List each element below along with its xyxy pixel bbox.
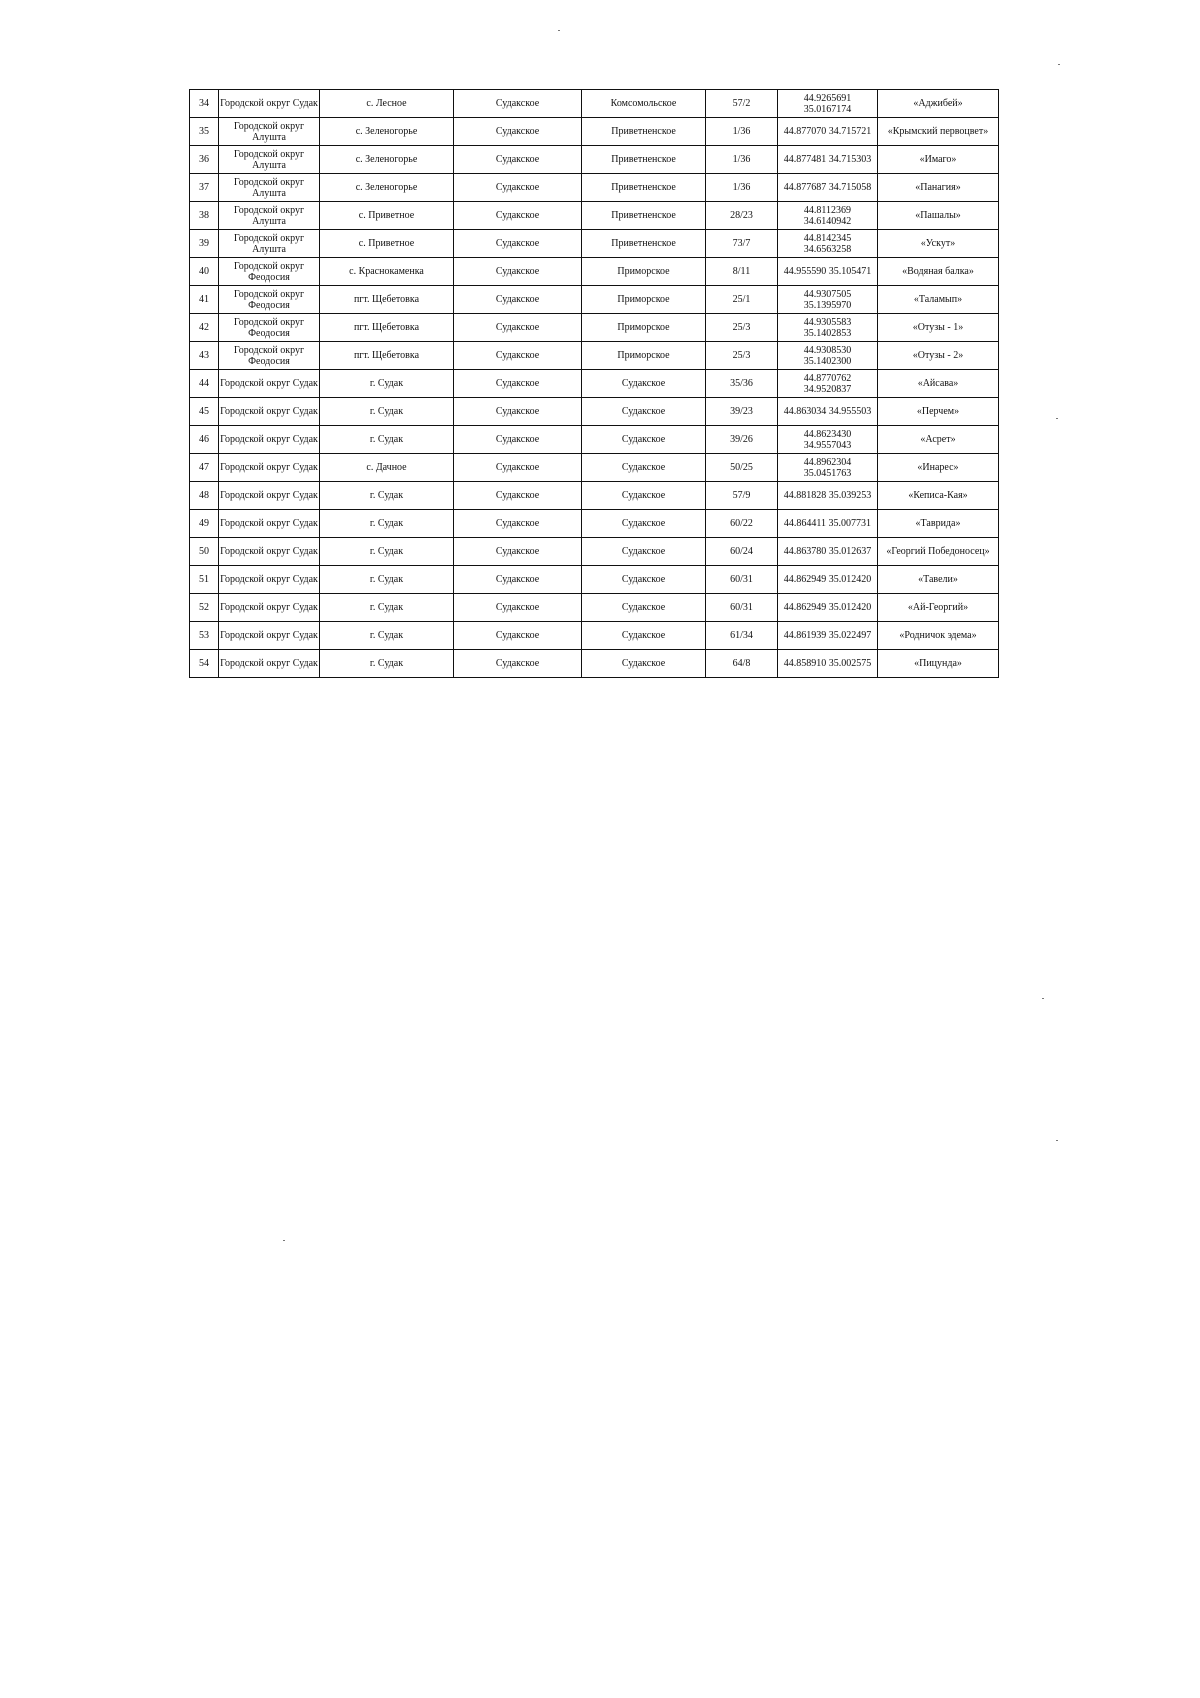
object-name-cell: «Водяная балка» xyxy=(878,258,999,286)
settlement-cell: с. Приветное xyxy=(320,202,454,230)
code-cell: 73/7 xyxy=(706,230,778,258)
region-cell: Судакское xyxy=(454,482,582,510)
region-cell: Судакское xyxy=(454,566,582,594)
code-cell: 8/11 xyxy=(706,258,778,286)
coordinates-cell: 44.9265691 35.0167174 xyxy=(778,90,878,118)
region-cell: Судакское xyxy=(454,230,582,258)
code-cell: 39/23 xyxy=(706,398,778,426)
object-name-cell: «Ай-Георгий» xyxy=(878,594,999,622)
settlement-cell: пгт. Щебетовка xyxy=(320,314,454,342)
row-number: 35 xyxy=(190,118,219,146)
object-name-cell: «Тавели» xyxy=(878,566,999,594)
settlement-cell: с. Зеленогорье xyxy=(320,146,454,174)
area-cell: Судакское xyxy=(582,454,706,482)
coordinates-cell: 44.877070 34.715721 xyxy=(778,118,878,146)
district-cell: Городской округ Феодосия xyxy=(219,286,320,314)
row-number: 45 xyxy=(190,398,219,426)
table-row xyxy=(190,566,999,594)
code-cell: 64/8 xyxy=(706,650,778,678)
settlement-cell: с. Краснокаменка xyxy=(320,258,454,286)
coordinates-cell: 44.862949 35.012420 xyxy=(778,594,878,622)
district-cell: Городской округ Судак xyxy=(219,398,320,426)
object-name-cell: «Отузы - 2» xyxy=(878,342,999,370)
district-cell: Городской округ Феодосия xyxy=(219,342,320,370)
code-cell: 35/36 xyxy=(706,370,778,398)
area-cell: Приветненское xyxy=(582,230,706,258)
coordinates-cell: 44.881828 35.039253 xyxy=(778,482,878,510)
object-name-cell: «Панагия» xyxy=(878,174,999,202)
code-cell: 1/36 xyxy=(706,118,778,146)
district-cell: Городской округ Судак xyxy=(219,90,320,118)
settlement-cell: г. Судак xyxy=(320,538,454,566)
row-number: 54 xyxy=(190,650,219,678)
coordinates-cell: 44.9305583 35.1402853 xyxy=(778,314,878,342)
row-number: 44 xyxy=(190,370,219,398)
settlement-cell: г. Судак xyxy=(320,398,454,426)
region-cell: Судакское xyxy=(454,118,582,146)
region-cell: Судакское xyxy=(454,538,582,566)
region-cell: Судакское xyxy=(454,454,582,482)
row-number: 46 xyxy=(190,426,219,454)
object-name-cell: «Родничок эдема» xyxy=(878,622,999,650)
district-cell: Городской округ Алушта xyxy=(219,174,320,202)
settlement-cell: г. Судак xyxy=(320,510,454,538)
row-number: 53 xyxy=(190,622,219,650)
row-number: 50 xyxy=(190,538,219,566)
table-row xyxy=(190,202,999,230)
settlement-cell: с. Лесное xyxy=(320,90,454,118)
row-number: 39 xyxy=(190,230,219,258)
data-table xyxy=(189,89,999,678)
district-cell: Городской округ Судак xyxy=(219,650,320,678)
region-cell: Судакское xyxy=(454,146,582,174)
table-row xyxy=(190,342,999,370)
table-row xyxy=(190,398,999,426)
row-number: 43 xyxy=(190,342,219,370)
row-number: 51 xyxy=(190,566,219,594)
table-body xyxy=(190,90,999,678)
region-cell: Судакское xyxy=(454,594,582,622)
table-row xyxy=(190,482,999,510)
region-cell: Судакское xyxy=(454,342,582,370)
object-name-cell: «Имаго» xyxy=(878,146,999,174)
area-cell: Судакское xyxy=(582,622,706,650)
object-name-cell: «Таламып» xyxy=(878,286,999,314)
table-row xyxy=(190,90,999,118)
region-cell: Судакское xyxy=(454,258,582,286)
region-cell: Судакское xyxy=(454,286,582,314)
settlement-cell: с. Приветное xyxy=(320,230,454,258)
settlement-cell: г. Судак xyxy=(320,622,454,650)
area-cell: Приветненское xyxy=(582,118,706,146)
coordinates-cell: 44.8962304 35.0451763 xyxy=(778,454,878,482)
code-cell: 57/2 xyxy=(706,90,778,118)
code-cell: 25/3 xyxy=(706,342,778,370)
scan-speck xyxy=(1058,64,1060,65)
district-cell: Городской округ Судак xyxy=(219,622,320,650)
table-row xyxy=(190,174,999,202)
region-cell: Судакское xyxy=(454,314,582,342)
row-number: 40 xyxy=(190,258,219,286)
row-number: 47 xyxy=(190,454,219,482)
district-cell: Городской округ Алушта xyxy=(219,230,320,258)
coordinates-cell: 44.863780 35.012637 xyxy=(778,538,878,566)
settlement-cell: с. Дачное xyxy=(320,454,454,482)
settlement-cell: г. Судак xyxy=(320,426,454,454)
scan-speck xyxy=(558,30,560,31)
area-cell: Приморское xyxy=(582,286,706,314)
table-row xyxy=(190,650,999,678)
region-cell: Судакское xyxy=(454,398,582,426)
row-number: 42 xyxy=(190,314,219,342)
object-name-cell: «Пашалы» xyxy=(878,202,999,230)
table-row xyxy=(190,454,999,482)
object-name-cell: «Асрет» xyxy=(878,426,999,454)
district-cell: Городской округ Алушта xyxy=(219,202,320,230)
row-number: 41 xyxy=(190,286,219,314)
object-name-cell: «Крымский первоцвет» xyxy=(878,118,999,146)
coordinates-cell: 44.877687 34.715058 xyxy=(778,174,878,202)
scan-speck xyxy=(1056,418,1058,419)
object-name-cell: «Аджибей» xyxy=(878,90,999,118)
scan-speck xyxy=(1042,998,1044,999)
region-cell: Судакское xyxy=(454,426,582,454)
table-row xyxy=(190,510,999,538)
coordinates-cell: 44.8770762 34.9520837 xyxy=(778,370,878,398)
area-cell: Приморское xyxy=(582,258,706,286)
area-cell: Судакское xyxy=(582,426,706,454)
settlement-cell: г. Судак xyxy=(320,594,454,622)
code-cell: 60/24 xyxy=(706,538,778,566)
area-cell: Приветненское xyxy=(582,174,706,202)
district-cell: Городской округ Алушта xyxy=(219,146,320,174)
row-number: 48 xyxy=(190,482,219,510)
coordinates-cell: 44.955590 35.105471 xyxy=(778,258,878,286)
code-cell: 28/23 xyxy=(706,202,778,230)
settlement-cell: пгт. Щебетовка xyxy=(320,286,454,314)
district-cell: Городской округ Судак xyxy=(219,482,320,510)
region-cell: Судакское xyxy=(454,622,582,650)
district-cell: Городской округ Судак xyxy=(219,510,320,538)
coordinates-cell: 44.9307505 35.1395970 xyxy=(778,286,878,314)
row-number: 52 xyxy=(190,594,219,622)
area-cell: Комсомольское xyxy=(582,90,706,118)
coordinates-cell: 44.8623430 34.9557043 xyxy=(778,426,878,454)
coordinates-cell: 44.8112369 34.6140942 xyxy=(778,202,878,230)
area-cell: Судакское xyxy=(582,482,706,510)
region-cell: Судакское xyxy=(454,370,582,398)
coordinates-cell: 44.862949 35.012420 xyxy=(778,566,878,594)
region-cell: Судакское xyxy=(454,202,582,230)
table-row xyxy=(190,258,999,286)
district-cell: Городской округ Судак xyxy=(219,370,320,398)
coordinates-cell: 44.861939 35.022497 xyxy=(778,622,878,650)
code-cell: 50/25 xyxy=(706,454,778,482)
area-cell: Судакское xyxy=(582,538,706,566)
scan-speck xyxy=(1056,1140,1058,1141)
code-cell: 57/9 xyxy=(706,482,778,510)
area-cell: Приветненское xyxy=(582,202,706,230)
region-cell: Судакское xyxy=(454,90,582,118)
object-name-cell: «Таврида» xyxy=(878,510,999,538)
table-row xyxy=(190,370,999,398)
object-name-cell: «Айсава» xyxy=(878,370,999,398)
region-cell: Судакское xyxy=(454,510,582,538)
district-cell: Городской округ Судак xyxy=(219,426,320,454)
row-number: 38 xyxy=(190,202,219,230)
area-cell: Судакское xyxy=(582,594,706,622)
code-cell: 25/3 xyxy=(706,314,778,342)
object-name-cell: «Перчем» xyxy=(878,398,999,426)
code-cell: 39/26 xyxy=(706,426,778,454)
region-cell: Судакское xyxy=(454,174,582,202)
area-cell: Приветненское xyxy=(582,146,706,174)
row-number: 37 xyxy=(190,174,219,202)
table-row xyxy=(190,594,999,622)
area-cell: Судакское xyxy=(582,510,706,538)
object-name-cell: «Георгий Победоносец» xyxy=(878,538,999,566)
coordinates-cell: 44.8142345 34.6563258 xyxy=(778,230,878,258)
coordinates-cell: 44.9308530 35.1402300 xyxy=(778,342,878,370)
district-cell: Городской округ Феодосия xyxy=(219,314,320,342)
settlement-cell: с. Зеленогорье xyxy=(320,174,454,202)
code-cell: 60/31 xyxy=(706,594,778,622)
area-cell: Приморское xyxy=(582,314,706,342)
region-cell: Судакское xyxy=(454,650,582,678)
row-number: 36 xyxy=(190,146,219,174)
code-cell: 61/34 xyxy=(706,622,778,650)
area-cell: Судакское xyxy=(582,650,706,678)
scan-speck xyxy=(283,1240,285,1241)
object-name-cell: «Кеписа-Кая» xyxy=(878,482,999,510)
code-cell: 25/1 xyxy=(706,286,778,314)
table-row xyxy=(190,538,999,566)
settlement-cell: г. Судак xyxy=(320,370,454,398)
coordinates-cell: 44.863034 34.955503 xyxy=(778,398,878,426)
code-cell: 60/31 xyxy=(706,566,778,594)
settlement-cell: г. Судак xyxy=(320,482,454,510)
table-row xyxy=(190,230,999,258)
object-name-cell: «Отузы - 1» xyxy=(878,314,999,342)
district-cell: Городской округ Алушта xyxy=(219,118,320,146)
area-cell: Судакское xyxy=(582,370,706,398)
code-cell: 60/22 xyxy=(706,510,778,538)
coordinates-cell: 44.877481 34.715303 xyxy=(778,146,878,174)
district-cell: Городской округ Феодосия xyxy=(219,258,320,286)
area-cell: Приморское xyxy=(582,342,706,370)
settlement-cell: пгт. Щебетовка xyxy=(320,342,454,370)
area-cell: Судакское xyxy=(582,566,706,594)
table-row xyxy=(190,314,999,342)
table-row xyxy=(190,146,999,174)
district-cell: Городской округ Судак xyxy=(219,454,320,482)
district-cell: Городской округ Судак xyxy=(219,566,320,594)
table-row xyxy=(190,286,999,314)
coordinates-cell: 44.858910 35.002575 xyxy=(778,650,878,678)
district-cell: Городской округ Судак xyxy=(219,538,320,566)
row-number: 49 xyxy=(190,510,219,538)
object-name-cell: «Инарес» xyxy=(878,454,999,482)
settlement-cell: г. Судак xyxy=(320,566,454,594)
object-name-cell: «Ускут» xyxy=(878,230,999,258)
code-cell: 1/36 xyxy=(706,146,778,174)
coordinates-cell: 44.864411 35.007731 xyxy=(778,510,878,538)
area-cell: Судакское xyxy=(582,398,706,426)
settlement-cell: г. Судак xyxy=(320,650,454,678)
code-cell: 1/36 xyxy=(706,174,778,202)
table-row xyxy=(190,622,999,650)
table-row xyxy=(190,426,999,454)
district-cell: Городской округ Судак xyxy=(219,594,320,622)
table-row xyxy=(190,118,999,146)
row-number: 34 xyxy=(190,90,219,118)
settlement-cell: с. Зеленогорье xyxy=(320,118,454,146)
object-name-cell: «Пицунда» xyxy=(878,650,999,678)
